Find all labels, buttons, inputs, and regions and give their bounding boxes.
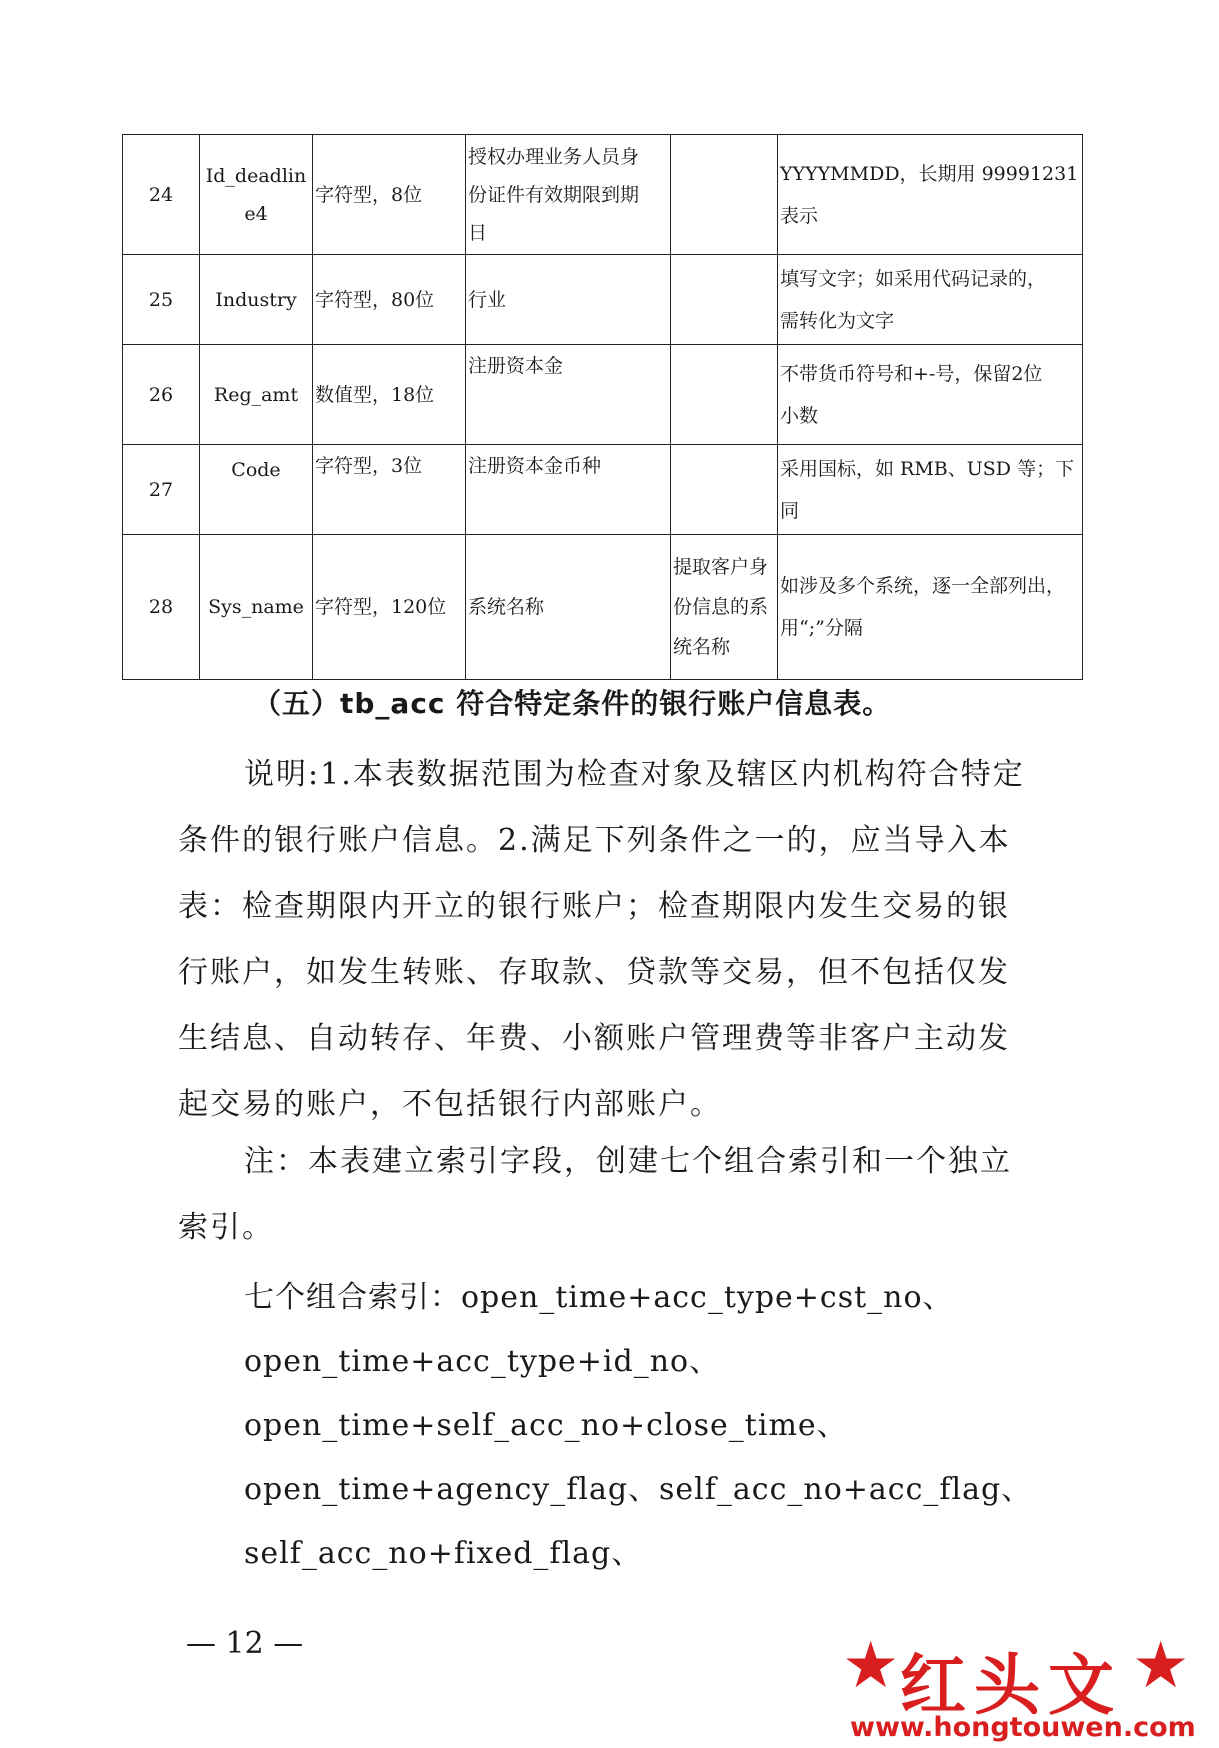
- field-note: 填写文字；如采用代码记录的， 需转化为文字: [778, 255, 1083, 345]
- field-spec-table: [122, 134, 1083, 680]
- index-line: open_time+agency_flag、self_acc_no+acc_flag、: [244, 1472, 1033, 1507]
- star-icon: ★: [1132, 1629, 1190, 1703]
- index-line: 七个组合索引：open_time+acc_type+cst_no、: [244, 1280, 954, 1315]
- row-number: 27: [123, 445, 200, 535]
- field-description: 注册资本金币种: [466, 445, 671, 535]
- field-name: Code: [200, 445, 313, 535]
- table-row: [123, 535, 1083, 680]
- field-name: Sys_name: [200, 535, 313, 680]
- field-name: Industry: [200, 255, 313, 345]
- index-line: open_time+self_acc_no+close_time、: [244, 1408, 848, 1443]
- field-source: [671, 135, 778, 255]
- index-line: open_time+acc_type+id_no、: [244, 1344, 721, 1379]
- field-description: 注册资本金: [466, 345, 671, 445]
- row-number: 25: [123, 255, 200, 345]
- page-number: — 12 —: [186, 1626, 304, 1661]
- field-description: 行业: [466, 255, 671, 345]
- table-row: [123, 445, 1083, 535]
- field-note: 采用国标，如 RMB、USD 等；下同: [778, 445, 1083, 535]
- table-row: [123, 255, 1083, 345]
- watermark-url: www.hongtouwen.com: [850, 1712, 1196, 1743]
- note-paragraph: 注：本表建立索引字段，创建七个组合索引和一个独立索引。: [178, 1144, 1012, 1245]
- index-line: self_acc_no+fixed_flag、: [244, 1536, 643, 1571]
- field-type: 字符型，3位: [313, 445, 466, 535]
- table-row: [123, 345, 1083, 445]
- section-title: （五）tb_acc 符合特定条件的银行账户信息表。: [253, 687, 892, 720]
- field-type: 数值型，18位: [313, 345, 466, 445]
- field-type: 字符型，120位: [313, 535, 466, 680]
- field-type: 字符型，8位: [313, 135, 466, 255]
- watermark-brand: 红头文: [900, 1647, 1122, 1724]
- field-note: 不带货币符号和+-号，保留2位 小数: [778, 345, 1083, 445]
- field-source: [671, 445, 778, 535]
- field-name: Id_deadlin e4: [200, 135, 313, 255]
- field-note: YYYYMMDD，长期用 99991231 表示: [778, 135, 1083, 255]
- field-name: Reg_amt: [200, 345, 313, 445]
- row-number: 24: [123, 135, 200, 255]
- row-number: 28: [123, 535, 200, 680]
- field-source: [671, 255, 778, 345]
- field-source: [671, 345, 778, 445]
- field-description: 系统名称: [466, 535, 671, 680]
- field-type: 字符型，80位: [313, 255, 466, 345]
- field-source: 提取客户身 份信息的系 统名称: [671, 535, 778, 680]
- description-paragraph: 说明:1.本表数据范围为检查对象及辖区内机构符合特定条件的银行账户信息。2.满足下列条件之一的，应当导入本表：检查期限内开立的银行账户；检查期限内发生交易的银行账户，如发生转账、存取款、贷款等交易，但不包括仅发生结息、自动转存、年费、小额账户管理费等非客户主动发起交易的账户，不包括银行内部账户。: [178, 757, 1025, 1122]
- field-description: 授权办理业务人员身 份证件有效期限到期 日: [466, 135, 671, 255]
- field-note: 如涉及多个系统，逐一全部列出， 用“;”分隔: [778, 535, 1083, 680]
- star-icon: ★: [842, 1629, 900, 1703]
- table-row: [123, 135, 1083, 255]
- row-number: 26: [123, 345, 200, 445]
